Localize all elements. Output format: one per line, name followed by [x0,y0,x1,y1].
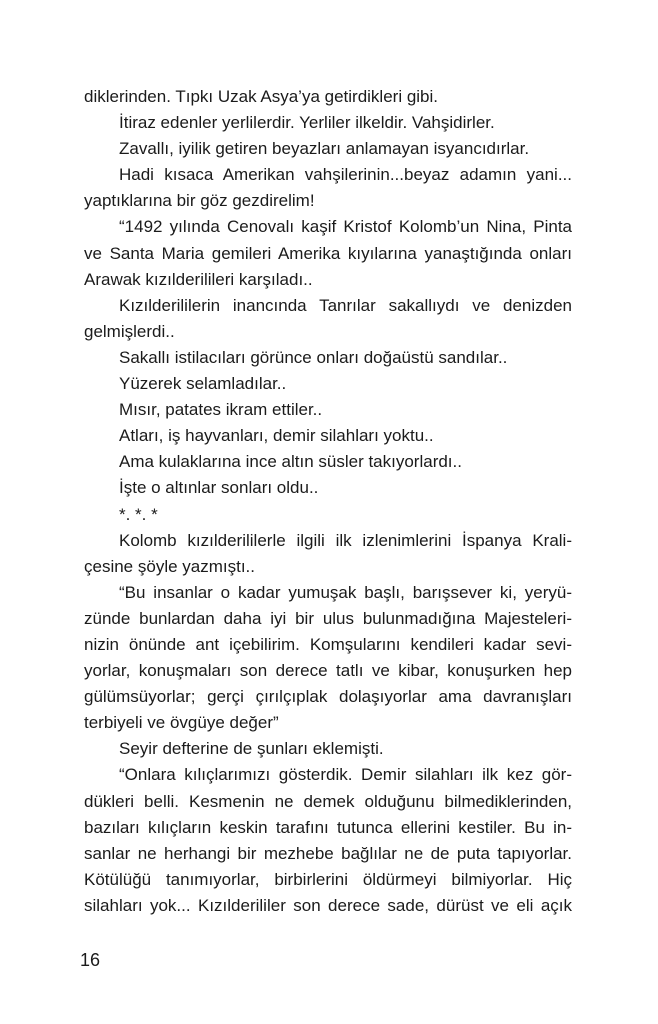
text-line: zünde bunlardan daha iyi bir ulus bulunmadığına Majesteleri- [84,608,572,628]
text-line: gülümsüyorlar; gerçi çırılçıplak dolaşıyorlar ama davranışları [84,687,572,707]
text-line: dükleri belli. Kesmenin ne demek olduğunu bilmediklerinden, [84,791,572,811]
text-line: İtiraz edenler yerlilerdir. Yerliler ilkeldir. Vahşidirler. [119,113,495,133]
text-line: Zavallı, iyilik getiren beyazları anlamayan isyancıdırlar. [119,139,530,159]
text-line: Yüzerek selamladılar.. [119,374,287,394]
text-line: Mısır, patates ikram ettiler.. [119,400,323,420]
text-line: Kızılderililerin inancında Tanrılar sakallıydı ve denizden [119,295,572,315]
text-line: Arawak kızılderilileri karşıladı.. [84,269,313,289]
text-line: silahları yok... Kızılderililer son derece sade, dürüst ve eli açık [84,895,572,915]
text-line: terbiyeli ve övgüye değer” [84,713,279,733]
text-line: ve Santa Maria gemileri Amerika kıyılarına yanaştığında onları [84,243,572,263]
text-line: Hadi kısaca Amerikan vahşilerinin...beyaz adamın yani... [119,165,572,185]
text-line: gelmişlerdi.. [84,321,175,341]
text-line: “Onlara kılıçlarımızı gösterdik. Demir silahları ilk kez gör- [119,765,572,785]
text-line: Kolomb kızılderililerle ilgili ilk izlenimlerini İspanya Krali- [119,530,572,550]
text-line: İşte o altınlar sonları oldu.. [119,478,319,498]
text-line: nizin önünde ant içebilirim. Komşularını kendileri kadar sevi- [84,634,572,654]
text-line: bazıları kılıçların keskin tarafını tutunca ellerini kestiler. Bu in- [84,817,572,837]
text-line: “Bu insanlar o kadar yumuşak başlı, barışsever ki, yeryü- [119,582,572,602]
text-line: çesine şöyle yazmıştı.. [84,556,256,576]
text-line: “1492 yılında Cenovalı kaşif Kristof Kolomb’un Nina, Pinta [119,217,572,237]
text-line: yorlar, konuşmaları son derece tatlı ve kibar, konuşurken hep [84,661,572,681]
text-line: sanlar ne herhangi bir mezhebe bağlılar ne de puta tapıyorlar. [84,843,572,863]
text-line: diklerinden. Tıpkı Uzak Asya’ya getirdikleri gibi. [84,87,439,106]
body-text [84,84,572,919]
page-number: 16 [80,950,101,970]
text-line: Sakallı istilacıları görünce onları doğaüstü sandılar.. [119,347,508,367]
text-line: Atları, iş hayvanları, demir silahları yoktu.. [119,426,434,446]
text-line: Seyir defterine de şunları eklemişti. [119,739,384,759]
text-line: Ama kulaklarına ince altın süsler takıyorlardı.. [119,452,462,472]
text-line: yaptıklarına bir göz gezdirelim! [84,191,315,211]
text-line: Kötülüğü tanımıyorlar, birbirlerini öldürmeyi bilmiyorlar. Hiç [84,869,572,889]
section-separator: *. *. * [119,504,158,524]
